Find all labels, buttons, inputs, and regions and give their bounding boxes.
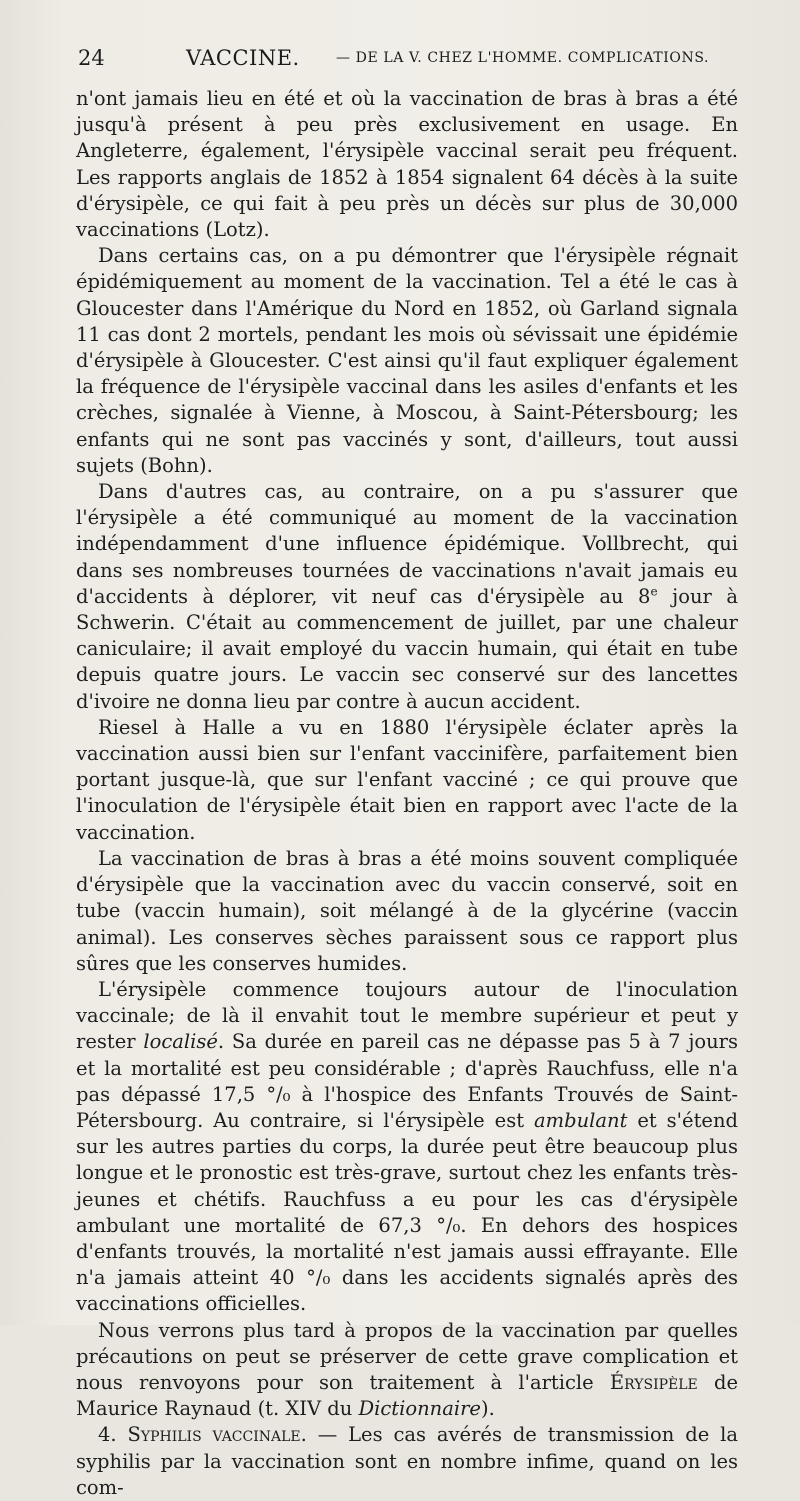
running-head xyxy=(78,46,738,74)
section-4-text: — Les cas avérés de transmission de la syphilis par la vaccination sont en nombre infime, quand on les com- xyxy=(76,1423,738,1499)
running-head-subtitle: — DE LA V. CHEZ L'HOMME. COMPLICATIONS. xyxy=(336,50,710,66)
paragraph-6-text-e: . En dehors des hospices d'enfants trouvés, la mortalité n'est jamais aussi effrayante. Elle n'a jamais atteint 40 xyxy=(76,1213,738,1290)
small-caps-erysipele: Érysipèle xyxy=(609,1370,698,1394)
section-number: 4. xyxy=(98,1423,128,1447)
paragraph-5: La vaccination de bras à bras a été moins souvent compliquée d'érysipèle que la vaccination avec du vaccin conservé, soit en tube (vaccin humain), soit mélangé à de la glycérine (vaccin animal). Les conserves sèches paraissent sous ce rapport plus sûres que les conserves humides. xyxy=(76,846,738,975)
paragraph-7-text-c: ). xyxy=(480,1397,495,1421)
paragraph-6 xyxy=(76,977,738,1318)
paragraph-7-text-b: de Maurice Raynaud (t. XIV du xyxy=(76,1370,738,1421)
superscript-e: e xyxy=(650,584,658,599)
paragraph-7-text-a: Nous verrons plus tard à propos de la vaccination par quelles précautions on peut se préserver de cette grave complication et nous renvoyons pour son traitement à l'article xyxy=(76,1318,738,1394)
paragraph-6-text-c: à l'hospice des Enfants Trouvés de Saint-Pétersbourg. Au contraire, si l'érysipèle est xyxy=(76,1082,738,1132)
paragraph-6-text-f: dans les accidents signalés après des vaccinations officielles. xyxy=(76,1266,739,1316)
percent-sign: °/₀ xyxy=(266,1082,291,1106)
running-head-title: VACCINE. xyxy=(186,46,300,70)
body-text xyxy=(76,86,738,1501)
paragraph-2: Dans certains cas, on a pu démontrer que l'érysipèle régnait épidémiquement au moment de la vaccination. Tel a été le cas à Gloucester dans l'Amérique du Nord en 1852, où Garland signala 11 cas dont 2 mortels, pendant les mois où sévissait une épidémie d'érysipèle à Gloucester. C'est ainsi qu'il faut expliquer également la fréquence de l'érysipèle vaccinal dans les asiles d'enfants et les crèches, signalée à Vienne, à Moscou, à Saint-Pétersbourg; les enfants qui ne sont pas vaccinés y sont, d'ailleurs, tout aussi sujets (Bohn). xyxy=(76,244,738,477)
paragraph-1: n'ont jamais lieu en été et où la vaccination de bras à bras a été jusqu'à présent à peu près exclusivement en usage. En Angleterre, également, l'érysipèle vaccinal serait peu fréquent. Les rapports anglais de 1852 à 1854 signalent 64 décès à la suite d'érysipèle, ce qui fait à peu près un décès sur plus de 30,000 vaccinations (Lotz). xyxy=(76,87,738,242)
paragraph-6-text-a: L'érysipèle commence toujours autour de l'inoculation vaccinale; de là il envahit tout le membre supérieur et peut y rester xyxy=(76,977,738,1054)
paragraph-6-text-b: . Sa durée en pareil cas ne dépasse pas 5 à 7 jours et la mortalité est peu considérable ; d'après Rauchfuss, elle n'a pas dépassé 17,5 xyxy=(76,1030,739,1106)
paragraph-7 xyxy=(76,1318,738,1423)
paragraph-3-text-b: jour à Schwerin. C'était au commencement de juillet, par une chaleur caniculaire; il avait employé du vaccin humain, qui était en tube depuis quatre jours. Le vaccin sec conservé sur des lancettes d'ivoire ne donna lieu par contre à aucun accident. xyxy=(76,584,738,713)
italic-dictionnaire: Dictionnaire xyxy=(358,1397,481,1421)
percent-sign: °/₀ xyxy=(306,1266,331,1290)
italic-localise: localisé xyxy=(143,1030,218,1054)
paragraph-3-text-a: Dans d'autres cas, au contraire, on a pu s'assurer que l'érysipèle a été communiqué au moment de la vaccination indépendamment d'une influence épidémique. Vollbrecht, qui dans ses nombreuses tournées de vaccinations n'avait jamais eu d'accidents à déplorer, vit neuf cas d'érysipèle au 8 xyxy=(76,480,738,608)
percent-sign: °/₀ xyxy=(436,1213,461,1237)
section-heading: Syphilis vaccinale. xyxy=(127,1423,307,1447)
page-number: 24 xyxy=(78,46,105,70)
paragraph-3 xyxy=(76,479,738,715)
paragraph-6-text-d: et s'étend sur les autres parties du corps, la durée peut être beaucoup plus longue et le pronostic est très-grave, surtout chez les enfants très-jeunes et chétifs. Rauchfuss a eu pour les cas d'érysipèle ambulant une mortalité de 67,3 xyxy=(76,1108,738,1237)
section-4-syphilis xyxy=(76,1422,738,1501)
italic-ambulant: ambulant xyxy=(533,1108,628,1132)
paragraph-4: Riesel à Halle a vu en 1880 l'érysipèle éclater après la vaccination aussi bien sur l'enfant vaccinifère, parfaitement bien portant jusque-là, que sur l'enfant vacciné ; ce qui prouve que l'inoculation de l'érysipèle était bien en rapport avec l'acte de la vaccination. xyxy=(76,715,738,844)
